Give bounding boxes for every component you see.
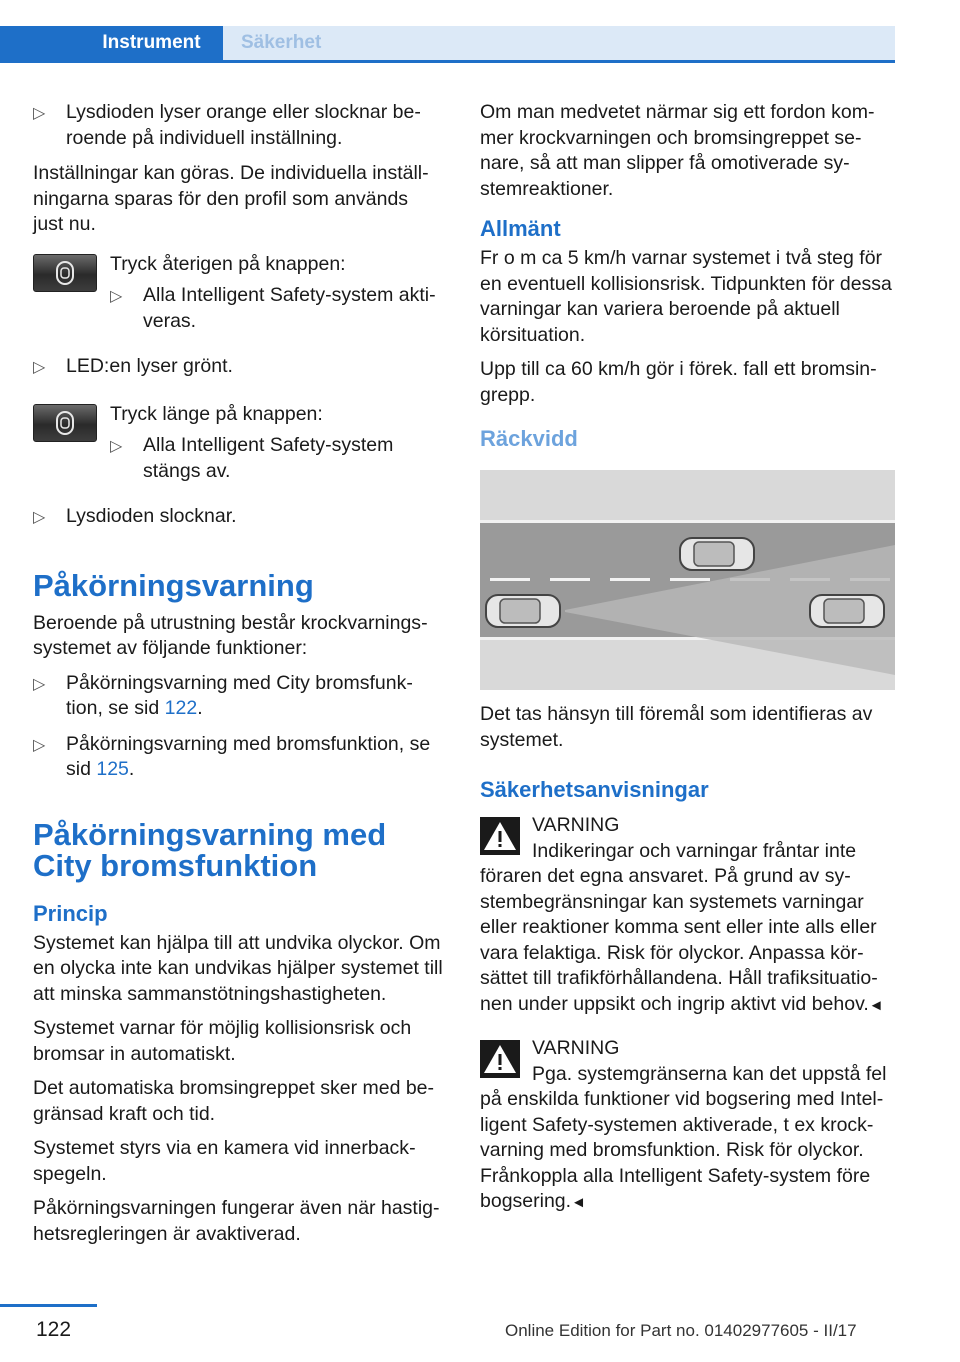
- list-item: [33, 671, 443, 722]
- list-item-text: Lysdioden slocknar.: [66, 505, 237, 527]
- page-link-125[interactable]: 125: [96, 758, 129, 780]
- paragraph: Påkörningsvarningen fungerar även när hastighetsregleringen är avaktiverad.: [33, 1197, 440, 1245]
- car-icon: [680, 538, 754, 570]
- paragraph: Systemet styrs via en kamera vid innerbackspegeln.: [33, 1137, 416, 1185]
- list-item-text: Alla Intelligent Safety-system stängs av.: [143, 434, 394, 482]
- subsection-heading: Princip: [33, 900, 108, 926]
- list-item-text: Lysdioden lyser orange eller slocknar beroende på individuell inställning.: [66, 101, 421, 149]
- triangle-bullet-icon: ▷: [33, 359, 46, 376]
- footer-edition: Online Edition for Part no. 01402977605 - II/17: [505, 1321, 857, 1340]
- paragraph: Om man medvetet närmar sig ett fordon kommer krockvarningen och bromsingreppet senare, så att man slipper få omotiverade systemreaktioner.: [480, 101, 875, 200]
- subsection-heading: Räckvidd: [480, 426, 578, 451]
- paragraph: Det tas hänsyn till föremål som identifieras av systemet.: [480, 703, 873, 751]
- list-item-text: Påkörningsvarning med City bromsfunktion, se sid: [66, 671, 413, 719]
- car-icon: [810, 595, 884, 627]
- list-item: [33, 100, 443, 151]
- warning-title: VARNING: [532, 814, 620, 836]
- paragraph: Systemet kan hjälpa till att undvika olyckor. Om en olycka inte kan undvikas hjälper systemet till att minska sammanstötningshastigheten.: [33, 931, 443, 1005]
- triangle-bullet-icon: ▷: [33, 675, 46, 693]
- range-illustration: [480, 470, 895, 690]
- button-instruction: [33, 252, 443, 345]
- page-link-122[interactable]: 122: [164, 697, 198, 719]
- punctuation: .: [197, 697, 203, 719]
- footer-divider: [0, 1304, 97, 1307]
- list-item: [33, 504, 443, 530]
- header-tab-instrument[interactable]: Instrument: [0, 26, 223, 60]
- warning-text: Pga. systemgränserna kan det uppstå fel på enskilda funktioner vid bogsering med Intelligent Safety-systemen aktiverade, t ex krockvarning med bromsfunktion. Risk för olyckor. Frånkoppla alla Intelligent Safety-system före bogsering.: [480, 1062, 887, 1212]
- button-instruction-text: Tryck länge på knappen:: [110, 402, 323, 425]
- triangle-bullet-icon: ▷: [110, 288, 123, 305]
- header-divider: [0, 60, 895, 63]
- warning-title: VARNING: [532, 1037, 620, 1059]
- subsection-heading: Säkerhetsanvisningar: [480, 777, 709, 802]
- paragraph: Upp till ca 60 km/h gör i förek. fall ett bromsingrepp.: [480, 358, 877, 406]
- triangle-bullet-icon: ▷: [110, 438, 123, 455]
- warning-block: [480, 1036, 895, 1216]
- warning-text: Indikeringar och varningar fråntar inte föraren det egna ansvaret. På grund av systembegränsningar kan systemets varningar eller reaktioner komma sent eller inte alls eller vara felaktiga. Risk för olyckor. Anpassa körsättet till trafikförhållandena. Håll trafiksituationen under uppsikt och ingrip aktivt vid behov.: [480, 839, 878, 1015]
- header-bar: [0, 26, 895, 62]
- section-heading: Påkörningsvarning: [33, 567, 314, 603]
- subsection-heading: Allmänt: [480, 216, 561, 241]
- warning-triangle-icon: [480, 1040, 520, 1078]
- paragraph: Beroende på utrustning består krockvarningssystemet av följande funktioner:: [33, 611, 428, 659]
- list-item-text: Påkörningsvarning med bromsfunktion, se sid: [66, 732, 431, 780]
- list-item: [33, 732, 443, 783]
- left-column: [33, 100, 443, 1256]
- triangle-bullet-icon: ▷: [33, 509, 46, 526]
- header-tab-sakerhet[interactable]: Säkerhet: [223, 26, 895, 60]
- intelligent-safety-button-icon: [33, 254, 97, 292]
- list-item: [33, 354, 443, 380]
- section-heading: Påkörningsvarning med City bromsfunktion: [33, 816, 387, 883]
- punctuation: .: [128, 758, 135, 780]
- paragraph: Det automatiska bromsingreppet sker med begränsad kraft och tid.: [33, 1077, 435, 1125]
- intelligent-safety-button-icon: [33, 404, 97, 442]
- right-column: [480, 100, 895, 1228]
- warning-block: [480, 813, 895, 1018]
- triangle-bullet-icon: ▷: [33, 105, 46, 122]
- list-item: [110, 433, 443, 484]
- button-instruction: [33, 402, 443, 495]
- triangle-bullet-icon: ▷: [33, 736, 46, 754]
- paragraph: Inställningar kan göras. De individuella inställningarna sparas för den profil som används just nu.: [33, 162, 429, 235]
- paragraph: Fr o m ca 5 km/h varnar systemet i två steg för en eventuell kollisionsrisk. Tidpunkten för dessa varningar kan variera beroende på aktuell körsituation.: [480, 247, 892, 346]
- end-mark: ◄: [571, 1194, 586, 1211]
- list-item-text: Alla Intelligent Safety-system aktiveras.: [143, 284, 436, 332]
- paragraph: Systemet varnar för möjlig kollisionsrisk och bromsar in automatiskt.: [33, 1017, 412, 1065]
- button-instruction-text: Tryck återigen på knappen:: [110, 252, 346, 275]
- car-icon: [486, 595, 560, 627]
- list-item: [110, 283, 443, 334]
- warning-triangle-icon: [480, 817, 520, 855]
- page-number: 122: [36, 1318, 72, 1341]
- list-item-text: LED:en lyser grönt.: [66, 355, 233, 377]
- end-mark: ◄: [868, 996, 884, 1014]
